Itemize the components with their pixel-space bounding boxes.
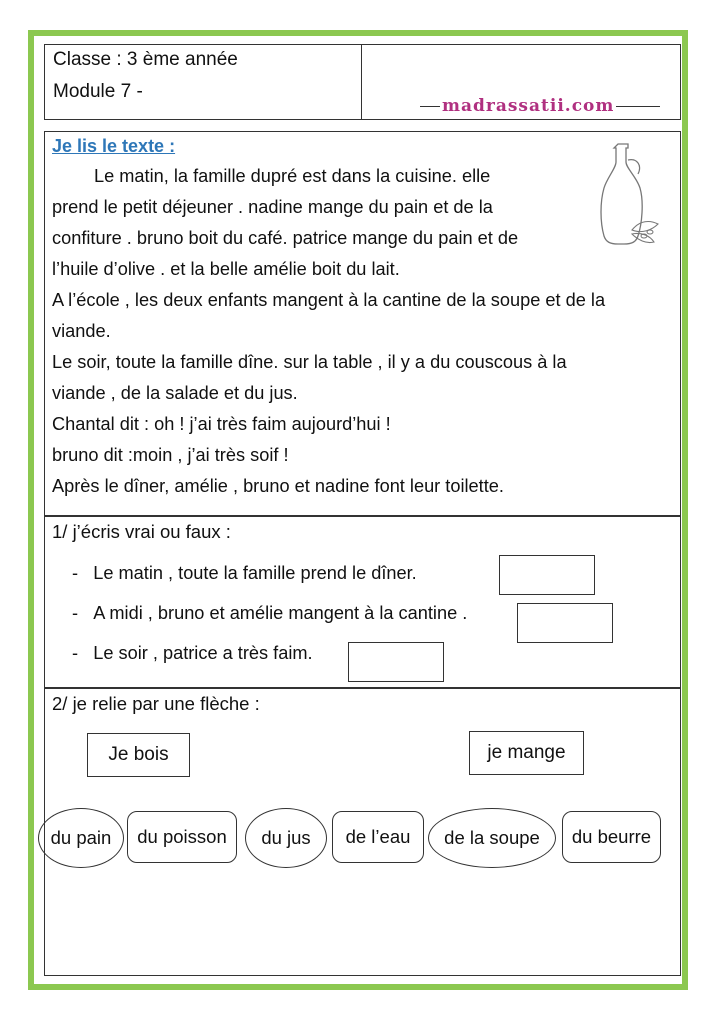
food-du-pain[interactable]: du pain: [38, 808, 124, 868]
statement-3: - Le soir , patrice a très faim.: [72, 643, 313, 663]
answer-box-2[interactable]: [517, 603, 613, 643]
statement-text: Le matin , toute la famille prend le dîner.: [93, 563, 417, 583]
header-info-box: [44, 44, 362, 120]
question2-title: 2/ je relie par une flèche :: [52, 693, 260, 714]
answer-box-3[interactable]: [348, 642, 444, 682]
verb-box-je-mange[interactable]: je mange: [469, 731, 584, 775]
text-line: viande , de la salade et du jus.: [52, 383, 298, 403]
section-divider: [44, 687, 681, 689]
class-label: Classe : 3 ème année: [53, 49, 238, 70]
statement-text: A midi , bruno et amélie mangent à la cantine .: [93, 603, 468, 623]
text-line: Chantal dit : oh ! j’ai très faim aujourd’hui !: [52, 414, 391, 434]
food-du-jus[interactable]: du jus: [245, 808, 327, 868]
text-line: prend le petit déjeuner . nadine mange du pain et de la: [52, 197, 493, 217]
module-label: Module 7 -: [53, 81, 143, 102]
answer-box-1[interactable]: [499, 555, 595, 595]
statement-text: Le soir , patrice a très faim.: [93, 643, 313, 663]
verb-box-je-bois[interactable]: Je bois: [87, 733, 190, 777]
statement-1: - Le matin , toute la famille prend le dîner.: [72, 563, 417, 583]
text-line: bruno dit :moin , j’ai très soif !: [52, 445, 289, 465]
question1-title: 1/ j’écris vrai ou faux :: [52, 521, 231, 542]
text-line: l’huile d’olive . et la belle amélie boit du lait.: [52, 259, 400, 279]
food-de-leau[interactable]: de l’eau: [332, 811, 424, 863]
food-du-beurre[interactable]: du beurre: [562, 811, 661, 863]
text-line: viande.: [52, 321, 111, 341]
text-line: Le matin, la famille dupré est dans la cuisine. elle: [94, 166, 491, 186]
olive-oil-bottle-icon: [592, 138, 664, 254]
section-divider: [44, 515, 681, 517]
text-line: confiture . bruno boit du café. patrice mange du pain et de: [52, 228, 519, 248]
food-de-la-soupe[interactable]: de la soupe: [428, 808, 556, 868]
text-line: Après le dîner, amélie , bruno et nadine font leur toilette.: [52, 476, 504, 496]
site-watermark: madrassatii.com: [442, 96, 615, 116]
reading-title: Je lis le texte :: [52, 136, 176, 156]
text-line: Le soir, toute la famille dîne. sur la table , il y a du couscous à la: [52, 352, 567, 372]
statement-2: - A midi , bruno et amélie mangent à la cantine .: [72, 603, 468, 623]
text-line: A l’école , les deux enfants mangent à la cantine de la soupe et de la: [52, 290, 606, 310]
food-du-poisson[interactable]: du poisson: [127, 811, 237, 863]
